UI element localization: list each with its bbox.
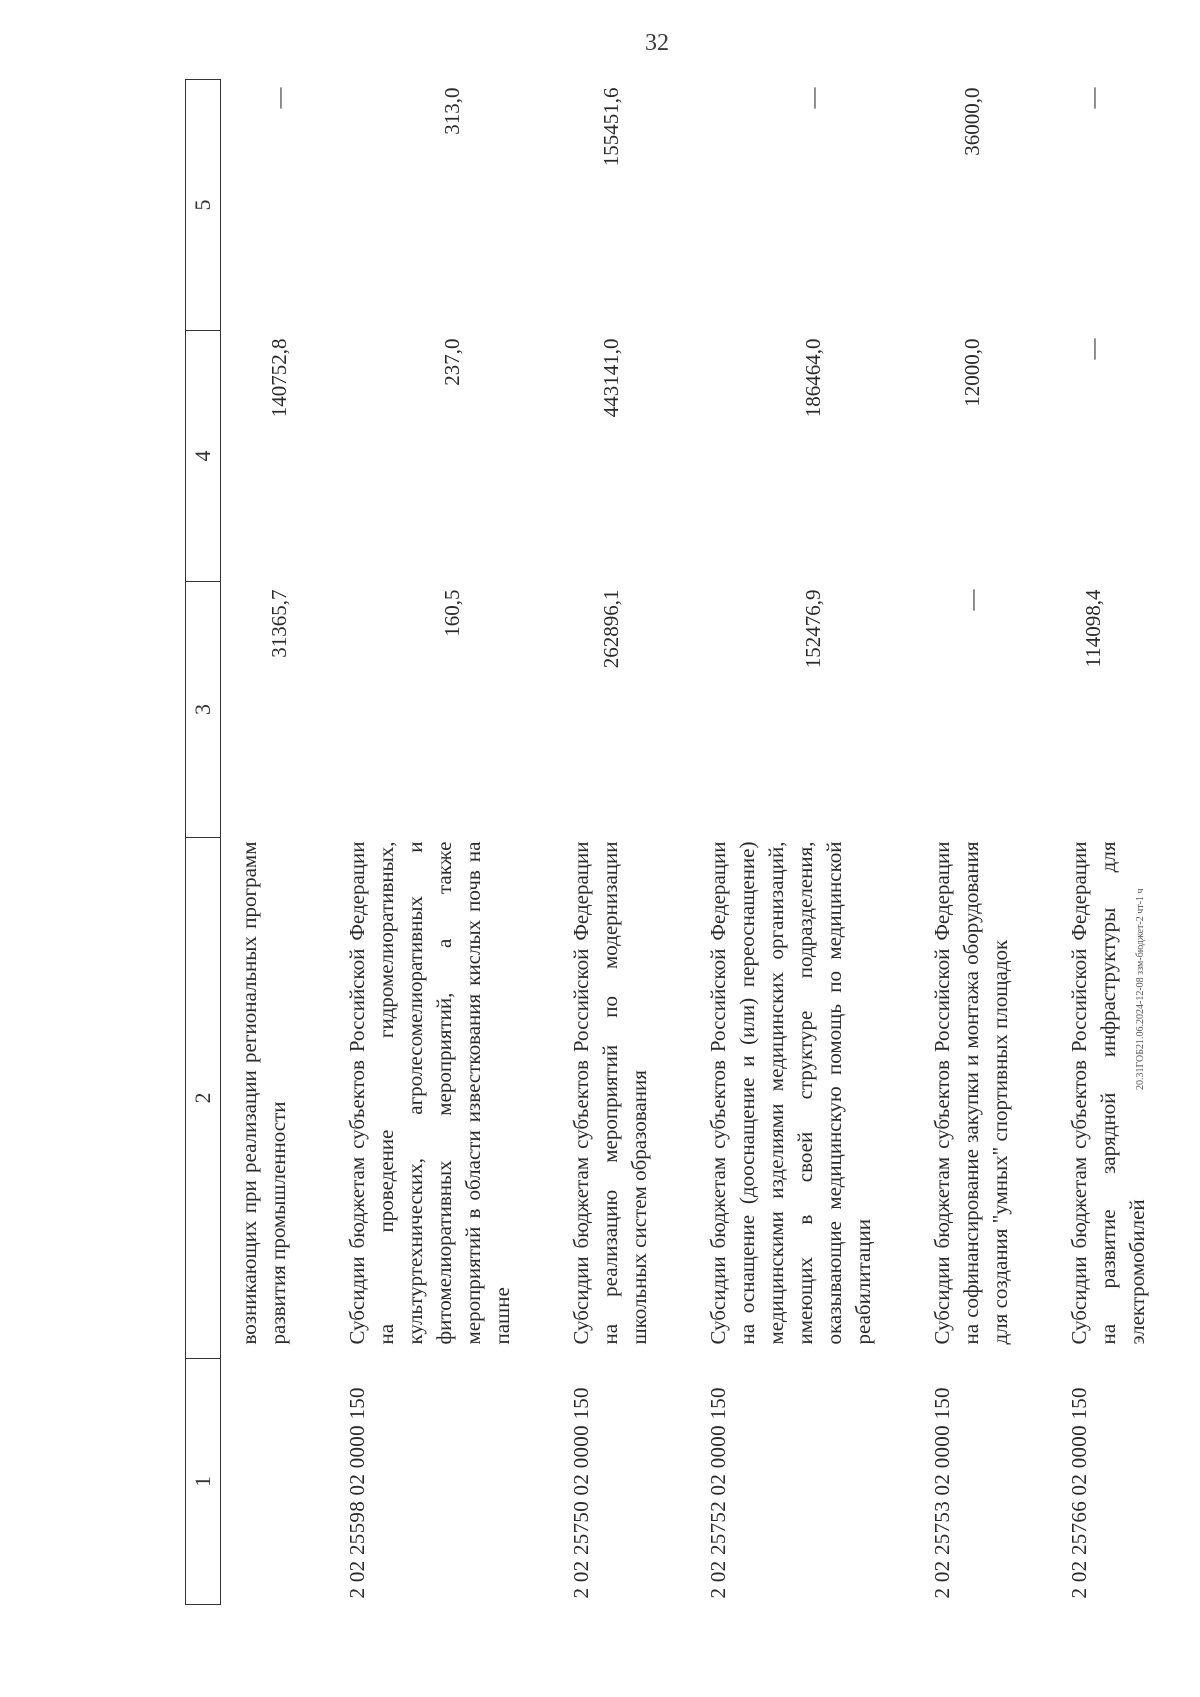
row-value-col3: 152476,9	[801, 589, 825, 669]
page-number: 32	[645, 30, 669, 56]
row-value-col5: 36000,0	[960, 87, 984, 156]
row-code: 2 02 25753 02 0000 150	[930, 1387, 954, 1599]
row-code: 2 02 25750 02 0000 150	[569, 1387, 593, 1599]
table-header-row	[186, 80, 221, 1605]
budget-table	[185, 79, 1172, 1605]
row-value-col5: —	[267, 87, 291, 109]
row-value-col4: 237,0	[440, 338, 464, 386]
header-col-3: 3	[186, 582, 221, 838]
table-row	[313, 80, 537, 1605]
header-col-4: 4	[186, 331, 221, 582]
row-value-col3: 31365,7	[267, 589, 291, 658]
row-value-col4: —	[1081, 338, 1105, 360]
row-value-col5: 155451,6	[599, 87, 623, 167]
row-code: 2 02 25752 02 0000 150	[706, 1387, 730, 1599]
row-code	[221, 1359, 314, 1605]
row-description: Субсидии бюджетам субъектов Российской Федерации на развитие зарядной инфраструктуры для электромобилей	[1067, 841, 1149, 1345]
row-value-col3: 114098,4	[1081, 589, 1105, 668]
row-code: 2 02 25766 02 0000 150	[1067, 1387, 1091, 1599]
row-value-col3: 160,5	[440, 589, 464, 637]
row-description: Субсидии бюджетам субъектов Российской Федерации на реализацию мероприятий по модернизации школьных систем образования	[569, 841, 651, 1345]
row-value-col4: 12000,0	[960, 338, 984, 407]
table-row	[537, 80, 674, 1605]
header-col-2: 2	[186, 838, 221, 1359]
table-row	[898, 80, 1035, 1605]
header-col-5: 5	[186, 80, 221, 331]
row-description: Субсидии бюджетам субъектов Российской Федерации на оснащение (дооснащение и (или) переоснащение) медицинскими изделиями медицинских организаций, имеющих в своей структуре подразделения, оказывающие медицинскую помощь по медицинской реабилитации	[706, 841, 875, 1345]
row-value-col3: 262896,1	[599, 589, 623, 669]
row-value-col4: 443141,0	[599, 338, 623, 418]
row-value-col4: 140752,8	[267, 338, 291, 418]
table-row	[674, 80, 898, 1605]
row-value-col5: 313,0	[440, 87, 464, 135]
row-value-col5: —	[1081, 87, 1105, 109]
row-description: Субсидии бюджетам субъектов Российской Федерации на софинансирование закупки и монтажа оборудования для создания "умных" спортивных площадок	[930, 841, 1012, 1345]
row-value-col3: —	[960, 589, 984, 611]
header-col-1: 1	[186, 1359, 221, 1605]
row-code: 2 02 25598 02 0000 150	[345, 1387, 369, 1599]
row-description: возникающих при реализации региональных программ развития промышленности	[237, 841, 290, 1345]
row-value-col4: 186464,0	[801, 338, 825, 418]
table-row	[221, 80, 314, 1605]
footer-stamp: 20.31ГОБ21.06.2024-12-08 ззм-бюджет-2 чт-1 ч	[1135, 888, 1146, 1090]
table-row	[1035, 80, 1172, 1605]
row-description: Субсидии бюджетам субъектов Российской Федерации на проведение гидромелиоративных, культуртехнических, агролесомелиоративных и фитомелиоративных мероприятий, а также мероприятий в области известкования кислых почв на пашне	[345, 841, 514, 1345]
row-value-col5: —	[801, 87, 825, 109]
